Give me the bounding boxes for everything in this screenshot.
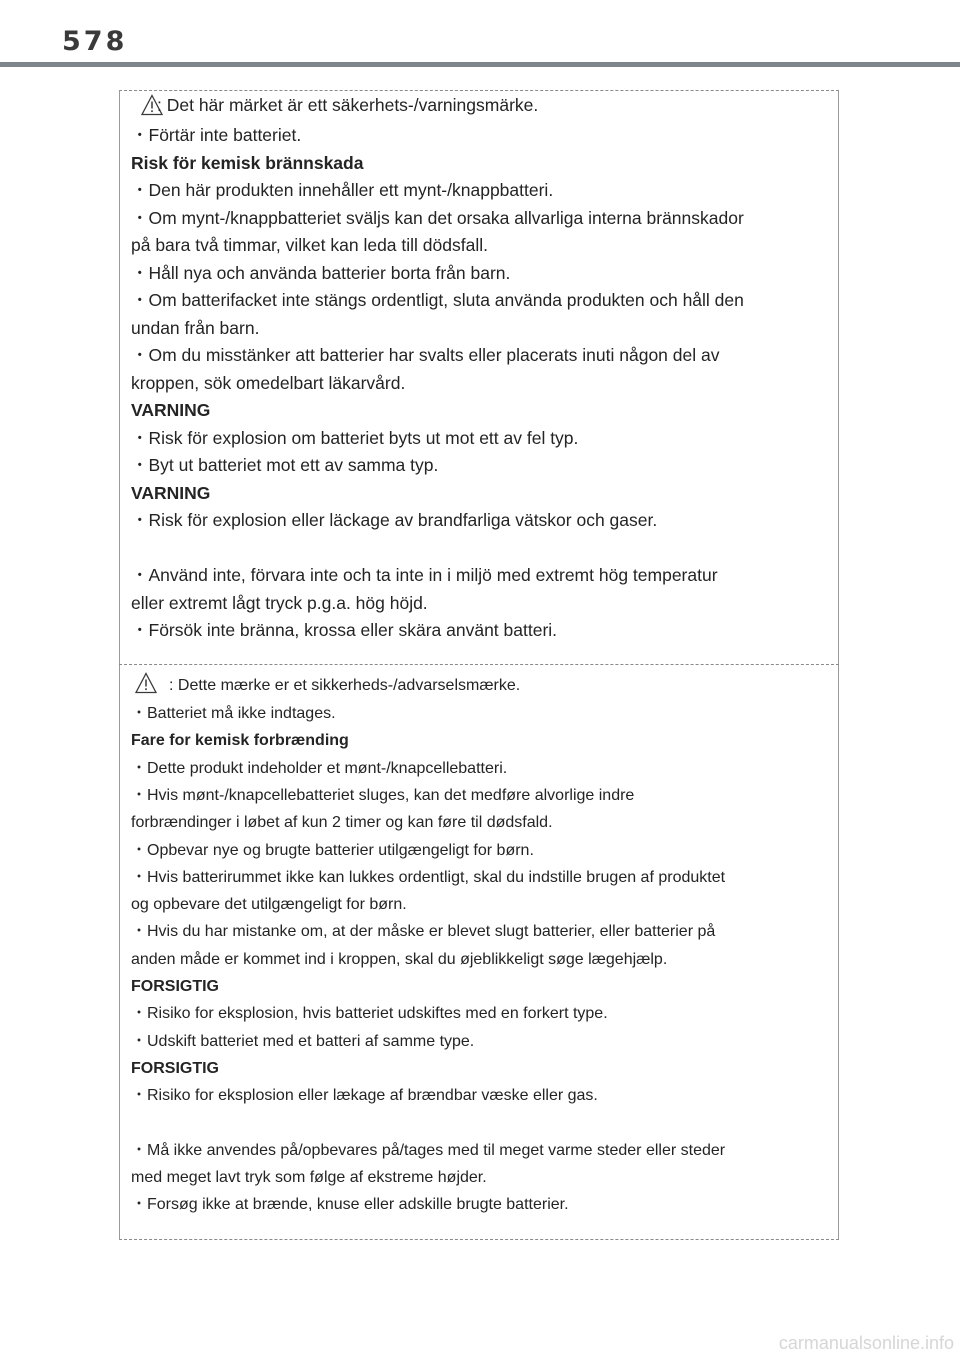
- section-heading: FORSIGTIG: [131, 978, 219, 995]
- text-line: undan från barn.: [131, 317, 260, 338]
- text-line: ・Förtär inte batteriet.: [131, 125, 302, 145]
- section-heading: VARNING: [131, 400, 211, 420]
- danish-intro: : Dette mærke er et sikkerheds-/advarselsmærke.: [169, 677, 521, 694]
- text-line: ・Batteriet må ikke indtages.: [131, 705, 336, 722]
- text-line: på bara två timmar, vilket kan leda till dödsfall.: [131, 235, 488, 255]
- text-line: eller extremt lågt tryck p.g.a. hög höjd.: [131, 592, 428, 613]
- text-line: ・Må ikke anvendes på/opbevares på/tages med til meget varme steder eller steder: [131, 1141, 726, 1159]
- text-line: ・Opbevar nye og brugte batterier utilgængeligt for børn.: [131, 841, 534, 859]
- section-heading: Fare for kemisk forbrænding: [131, 732, 349, 750]
- text-line: ・Om du misstänker att batterier har svalts eller placerats inuti någon del av: [131, 345, 720, 365]
- text-line: med meget lavt tryk som følge af ekstreme højder.: [131, 1169, 487, 1187]
- text-line: ・Om batterifacket inte stängs ordentligt, sluta använda produkten och håll den: [131, 290, 744, 310]
- text-line: ・Risk för explosion eller läckage av brandfarliga vätskor och gaser.: [131, 510, 658, 530]
- section-heading: FORSIGTIG: [131, 1059, 219, 1077]
- text-line: ・Dette produkt indeholder et mønt-/knapcellebatteri.: [131, 759, 508, 777]
- text-line: anden måde er kommet ind i kroppen, skal du øjeblikkeligt søge lægehjælp.: [131, 950, 668, 968]
- text-line: ・Udskift batteriet med et batteri af samme type.: [131, 1032, 475, 1050]
- watermark: carmanualsonline.info: [778, 1333, 954, 1353]
- text-line: ・Hvis mønt-/knapcellebatteriet sluges, kan det medføre alvorlige indre: [131, 786, 635, 804]
- text-line: ・Håll nya och använda batterier borta från barn.: [131, 262, 511, 283]
- text-line: ・Byt ut batteriet mot ett av samma typ.: [131, 455, 439, 475]
- text-line: ・Hvis batterirummet ikke kan lukkes ordentligt, skal du indstille brugen af produktet: [131, 868, 726, 886]
- text-line: ・Den här produkten innehåller ett mynt-/knappbatteri.: [131, 180, 554, 200]
- text-line: forbrændinger i løbet af kun 2 timer og kan føre til dødsfald.: [131, 814, 553, 832]
- text-line: kroppen, sök omedelbart läkarvård.: [131, 372, 406, 393]
- section-divider: [119, 664, 839, 665]
- warning-triangle-icon: [135, 672, 157, 694]
- section-heading: VARNING: [131, 482, 211, 503]
- section-heading: Risk för kemisk brännskada: [131, 152, 364, 173]
- text-line: ・Risiko for eksplosion eller lækage af brændbar væske eller gas.: [131, 1087, 598, 1105]
- text-line: og opbevare det utilgængeligt for børn.: [131, 896, 407, 914]
- text-line: ・Risiko for eksplosion, hvis batteriet udskiftes med en forkert type.: [131, 1005, 608, 1023]
- page-number: 578: [62, 26, 128, 57]
- header-rule: [0, 62, 960, 67]
- text-line: ・Försök inte bränna, krossa eller skära använt batteri.: [131, 620, 558, 640]
- text-line: ・Hvis du har mistanke om, at der måske er blevet slugt batterier, eller batterier på: [131, 923, 716, 941]
- text-line: ・Forsøg ikke at brænde, knuse eller adskille brugte batterier.: [131, 1196, 569, 1214]
- text-line: ・Använd inte, förvara inte och ta inte in i miljö med extremt hög temperatur: [131, 565, 718, 585]
- text-line: ・Om mynt-/knappbatteriet sväljs kan det orsaka allvarliga interna brännskador: [131, 207, 744, 228]
- text-line: ・Risk för explosion om batteriet byts ut mot ett av fel typ.: [131, 427, 579, 448]
- swedish-intro: : Det här märket är ett säkerhets-/varningsmärke.: [157, 95, 539, 115]
